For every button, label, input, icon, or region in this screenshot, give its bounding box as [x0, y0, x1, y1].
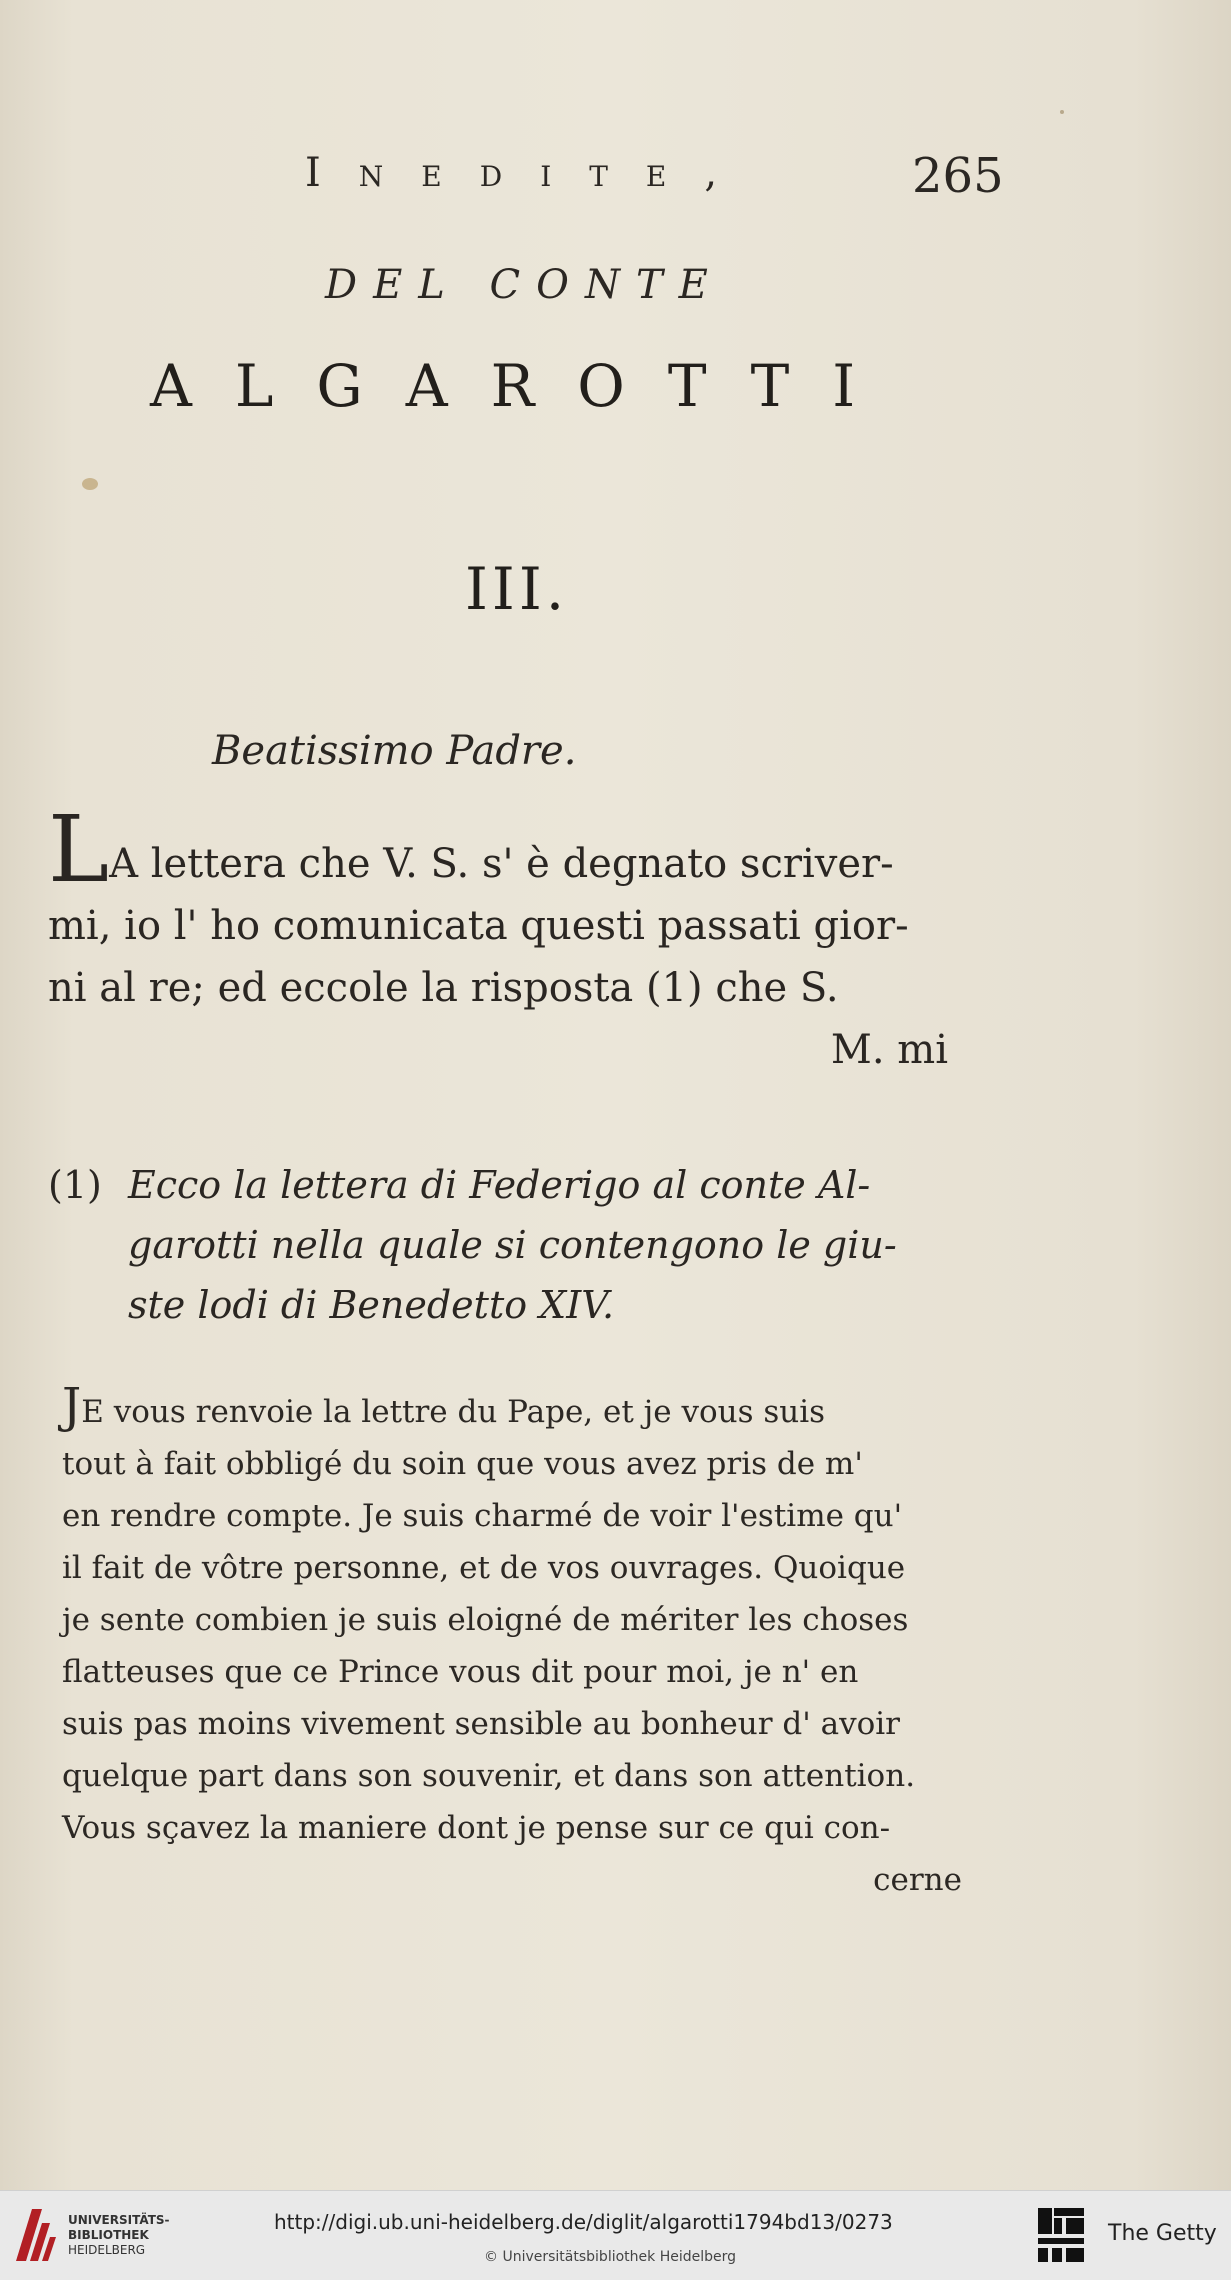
french-line: suis pas moins vivement sensible au bonheur d' avoir [62, 1706, 900, 1742]
getty-logo-icon[interactable] [1036, 2206, 1086, 2264]
french-line: je sente combien je suis eloigné de mériter les choses [62, 1602, 909, 1638]
salutation: Beatissimo Padre. [212, 728, 577, 774]
french-line: en rendre compte. Je suis charmé de voir l'estime qu' [62, 1498, 903, 1534]
section-number: III. [465, 555, 569, 623]
ub-heidelberg-logo-icon[interactable] [12, 2203, 60, 2265]
drop-cap: L [48, 796, 110, 903]
french-drop-cap: J [62, 1378, 82, 1434]
copyright-text: © Universitätsbibliothek Heidelberg [484, 2249, 737, 2265]
running-head: Inedite, [305, 150, 756, 196]
footnote-line: garotti nella quale si contengono le giu- [128, 1223, 897, 1267]
paper-stain [1060, 110, 1064, 114]
french-line: tout à fait obbligé du soin que vous avez pris de m' [62, 1446, 863, 1482]
french-line: flatteuses que ce Prince vous dit pour moi, je n' en [62, 1654, 859, 1690]
main-title: ALGAROTTI [150, 352, 899, 420]
french-line: il fait de vôtre personne, et de vos ouvrages. Quoique [62, 1550, 906, 1586]
footnote-line: ste lodi di Benedetto XIV. [128, 1283, 615, 1327]
subtitle: DEL CONTE [325, 262, 724, 308]
french-catchword: cerne [873, 1862, 962, 1898]
footnote-line: (1) Ecco la lettera di Federigo al conte Al- [48, 1155, 968, 1215]
letter-body [48, 796, 948, 1081]
letter-line: ni al re; ed eccole la risposta (1) che S. [48, 965, 839, 1011]
permalink-url[interactable]: http://digi.ub.uni-heidelberg.de/diglit/algarotti1794bd13/0273 [274, 2210, 893, 2234]
footnote-marker: (1) [48, 1163, 102, 1207]
french-line: JE vous renvoie la lettre du Pape, et je vous suis [62, 1378, 826, 1434]
page-number: 265 [912, 148, 1004, 204]
footnote [48, 1155, 968, 1335]
library-name: UNIVERSITÄTS- BIBLIOTHEK HEIDELBERG [68, 2213, 170, 2257]
french-letter [62, 1380, 962, 1906]
catchword: M. mi [830, 1027, 948, 1073]
french-line: Vous sçavez la maniere dont je pense sur ce qui con- [62, 1810, 891, 1846]
letter-line: mi, io l' ho comunicata questi passati gior- [48, 903, 909, 949]
french-line: quelque part dans son souvenir, et dans son attention. [62, 1758, 916, 1794]
viewer-footer [0, 2190, 1231, 2280]
letter-line: LA lettera che V. S. s' è degnato scriver- [48, 796, 894, 903]
partner-name: The Getty [1108, 2221, 1217, 2246]
paper-stain [82, 478, 98, 490]
